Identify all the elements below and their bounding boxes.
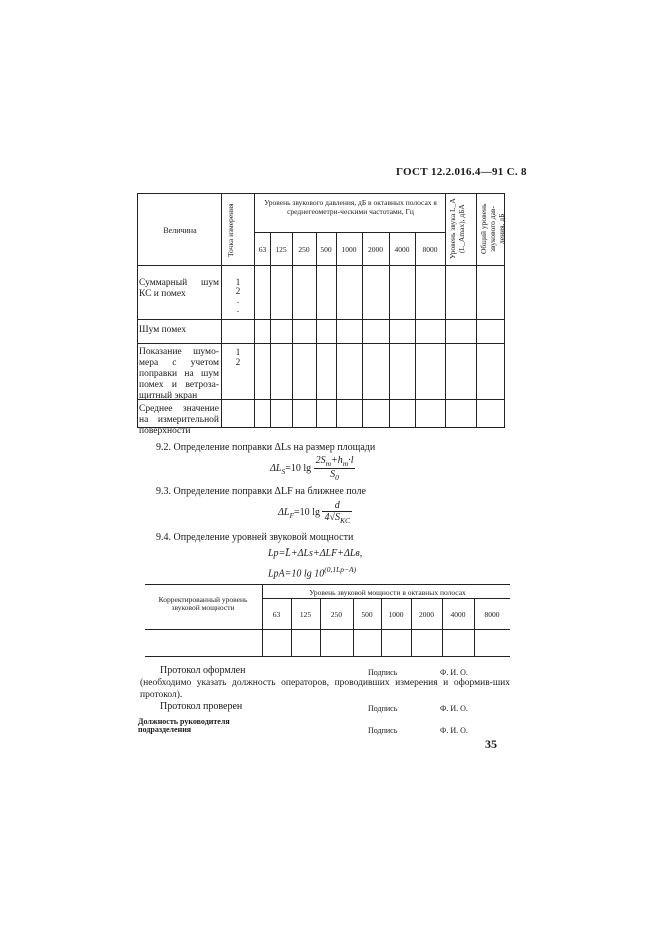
row-label: Суммарный шум КС и помех bbox=[139, 278, 219, 299]
row-points: 1 2 . . bbox=[235, 277, 241, 314]
fio-label: Ф. И. О. bbox=[440, 668, 468, 677]
protocol-made: Протокол оформлен bbox=[160, 665, 246, 676]
formula-9-4-a: Lp=L̄+ΔLs+ΔLF+ΔLв, bbox=[268, 548, 363, 559]
freq-label: 500 bbox=[361, 610, 373, 619]
row-label: Среднее значение на измерительной поверхности bbox=[139, 404, 219, 436]
freq-label: 8000 bbox=[422, 245, 438, 254]
document-header: ГОСТ 12.2.016.4—91 С. 8 bbox=[396, 166, 527, 178]
row-label: Показание шумо-мера с учетом поправки на шум помех и ветроза-щитный экран bbox=[139, 347, 219, 401]
col-la-header: Уровень звука L_A (L_Amax), дБА bbox=[448, 198, 466, 260]
section-9-4: 9.4. Определение уровней звуковой мощности bbox=[156, 532, 354, 543]
freq-label: 2000 bbox=[368, 245, 383, 254]
freq-label: 8000 bbox=[484, 610, 500, 619]
signature-label: Подпись bbox=[368, 668, 398, 677]
formula-9-2: $\Delta L_S=10$ lg $\frac{2S_m+h_m\cdot l}{S_0}$ bbox=[270, 455, 354, 482]
page-number: 35 bbox=[485, 737, 497, 751]
col-value-header: Величина bbox=[163, 226, 197, 235]
formula-9-3: $\Delta L_F=10$ lg $\frac{d}{4√S_{KC}}$ bbox=[278, 500, 350, 525]
section-9-2: 9.2. Определение поправки ΔLs на размер площади bbox=[156, 442, 376, 453]
freq-label: 2000 bbox=[419, 610, 434, 619]
freq-label: 125 bbox=[299, 610, 312, 619]
freq-label: 63 bbox=[272, 610, 281, 619]
fio-label: Ф. И. О. bbox=[440, 726, 468, 735]
signature-label: Подпись bbox=[368, 726, 398, 735]
signature-label: Подпись bbox=[368, 704, 398, 713]
freq-label: 250 bbox=[330, 610, 343, 619]
formula-9-4-b: LpA=10 $\lg 10^{(0,1Lp-A)}$ bbox=[268, 565, 357, 580]
protocol-checked: Протокол проверен bbox=[160, 701, 243, 712]
freq-label: 1000 bbox=[388, 610, 404, 619]
freq-label: 1000 bbox=[341, 245, 357, 254]
col-total-header: Общий уровень звукового дав-ления, дБ bbox=[479, 203, 506, 255]
freq-label: 125 bbox=[275, 245, 287, 254]
freq-label: 250 bbox=[298, 245, 310, 254]
head-position: Должность руководителя подразделения bbox=[138, 717, 230, 734]
row-label: Шум помех bbox=[139, 325, 187, 335]
col-group-header: Уровень звукового давления, дБ в октавных полосах я среднегеометри-ческими частотами, Гц bbox=[264, 198, 437, 216]
protocol-note: (необходимо указать должность операторов, проводивших измерения и оформив-ших протокол). bbox=[140, 678, 510, 700]
table2-group: Уровень звуковой мощности в октавных полосах bbox=[309, 588, 466, 597]
fio-label: Ф. И. О. bbox=[440, 704, 468, 713]
col-point-header: Точка измерения bbox=[226, 203, 235, 257]
table2-label: Корректированный уровень звуковой мощности bbox=[158, 595, 248, 612]
freq-label: 4000 bbox=[394, 245, 410, 254]
freq-label: 63 bbox=[258, 245, 267, 254]
row-points: 1 2 bbox=[235, 347, 241, 367]
freq-label: 500 bbox=[320, 245, 332, 254]
section-9-3: 9.3. Определение поправки ΔLF на ближнее поле bbox=[156, 486, 366, 497]
freq-label: 4000 bbox=[450, 610, 466, 619]
